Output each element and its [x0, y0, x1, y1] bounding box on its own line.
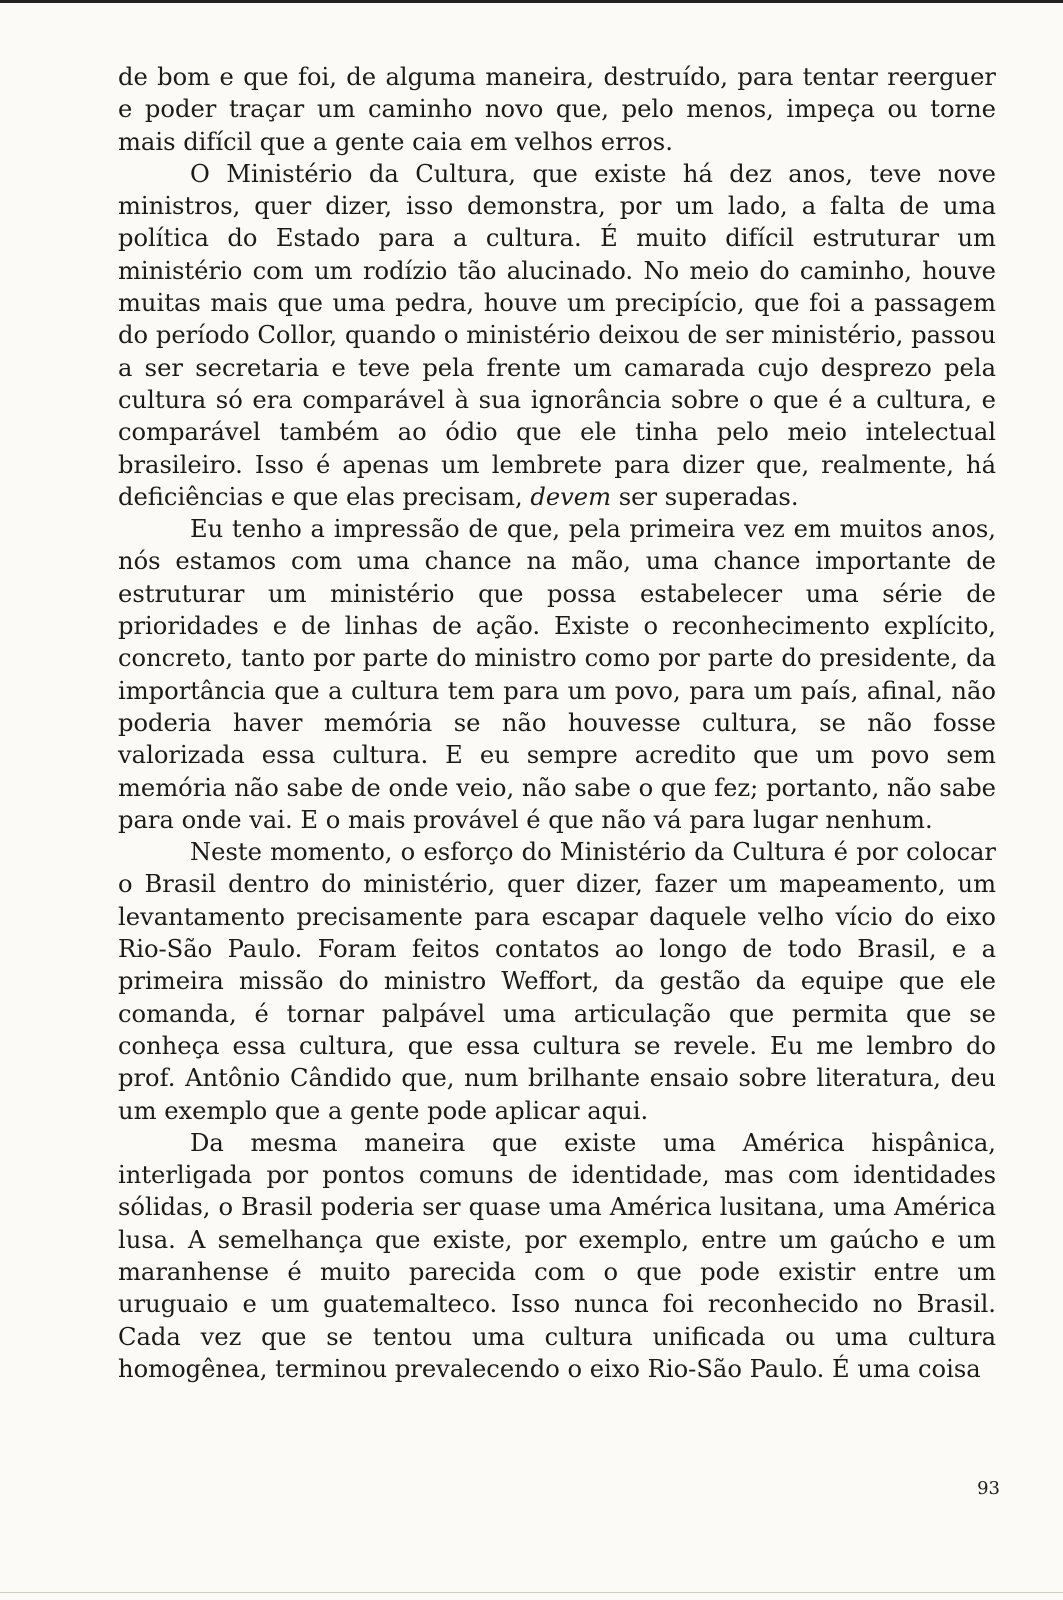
paragraph-text: Da mesma maneira que existe uma América hispânica, interligada por pontos comuns de identidade, mas com identidades sólidas, o Brasil poderia ser quase uma América lusitana, uma América lusa. A semelhança que existe, por exemplo, entre um gaúcho e um maranhense é muito parecida com o que pode existir entre um uruguaio e um guatemalteco. Isso nunca foi reconhecido no Brasil. Cada vez que se tentou uma cultura unificada ou uma cultura homogênea, terminou prevalecendo o eixo Rio-São Paulo. É uma coisa [118, 1128, 996, 1383]
page-number: 93 [977, 1478, 1000, 1499]
top-edge-rule [0, 0, 1063, 3]
paragraph-text: Eu tenho a impressão de que, pela primeira vez em muitos anos, nós estamos com uma chance na mão, uma chance importante de estruturar um ministério que possa estabelecer uma série de prioridades e de linhas de ação. Existe o reconhecimento explícito, concreto, tanto por parte do ministro como por parte do presidente, da importância que a cultura tem para um povo, para um país, afinal, não poderia haver memória se não houvesse cultura, se não fosse valorizada essa cultura. E eu sempre acredito que um povo sem memória não sabe de onde veio, não sabe o que fez; portanto, não sabe para onde vai. E o mais provável é que não vá para lugar nenhum. [118, 515, 996, 834]
emphasis-text: devem [530, 482, 612, 511]
paragraph-continuation [118, 61, 996, 158]
paragraph-text: O Ministério da Cultura, que existe há dez anos, teve nove ministros, quer dizer, isso demonstra, por um lado, a falta de uma política do Estado para a cultura. É muito difícil estruturar um ministério com um rodízio tão alucinado. No meio do caminho, houve muitas mais que uma pedra, houve um precipício, que foi a passagem do período Collor, quando o ministério deixou de ser ministério, passou a ser secretaria e teve pela frente um camarada cujo desprezo pela cultura só era comparável à sua ignorância sobre o que é a cultura, e comparável também ao ódio que ele tinha pelo meio intelectual brasileiro. Isso é apenas um lembrete para dizer que, realmente, há deficiências e que elas precisam, [118, 159, 996, 511]
paragraph-america-lusa [118, 1127, 996, 1385]
paragraph-text: de bom e que foi, de alguma maneira, destruído, para tentar reerguer e poder traçar um caminho novo que, pelo menos, impeça ou torne mais difícil que a gente caia em velhos erros. [118, 63, 996, 156]
bottom-edge-rule [0, 1592, 1063, 1593]
paragraph-text: Neste momento, o esforço do Ministério da Cultura é por colocar o Brasil dentro do ministério, quer dizer, fazer um mapeamento, um levantamento precisamente para escapar daquele velho vício do eixo Rio-São Paulo. Foram feitos contatos ao longo de todo Brasil, e a primeira missão do ministro Weffort, da gestão da equipe que ele comanda, é tornar palpável uma articulação que permita que se conheça essa cultura, que essa cultura se revele. Eu me lembro do prof. Antônio Cândido que, num brilhante ensaio sobre literatura, deu um exemplo que a gente pode aplicar aqui. [118, 838, 996, 1125]
paragraph-chance [118, 513, 996, 836]
paragraph-text: ser superadas. [611, 482, 799, 511]
paragraph-ministerio [118, 158, 996, 513]
paragraph-mapeamento [118, 836, 996, 1127]
page-body-text [118, 61, 996, 1385]
